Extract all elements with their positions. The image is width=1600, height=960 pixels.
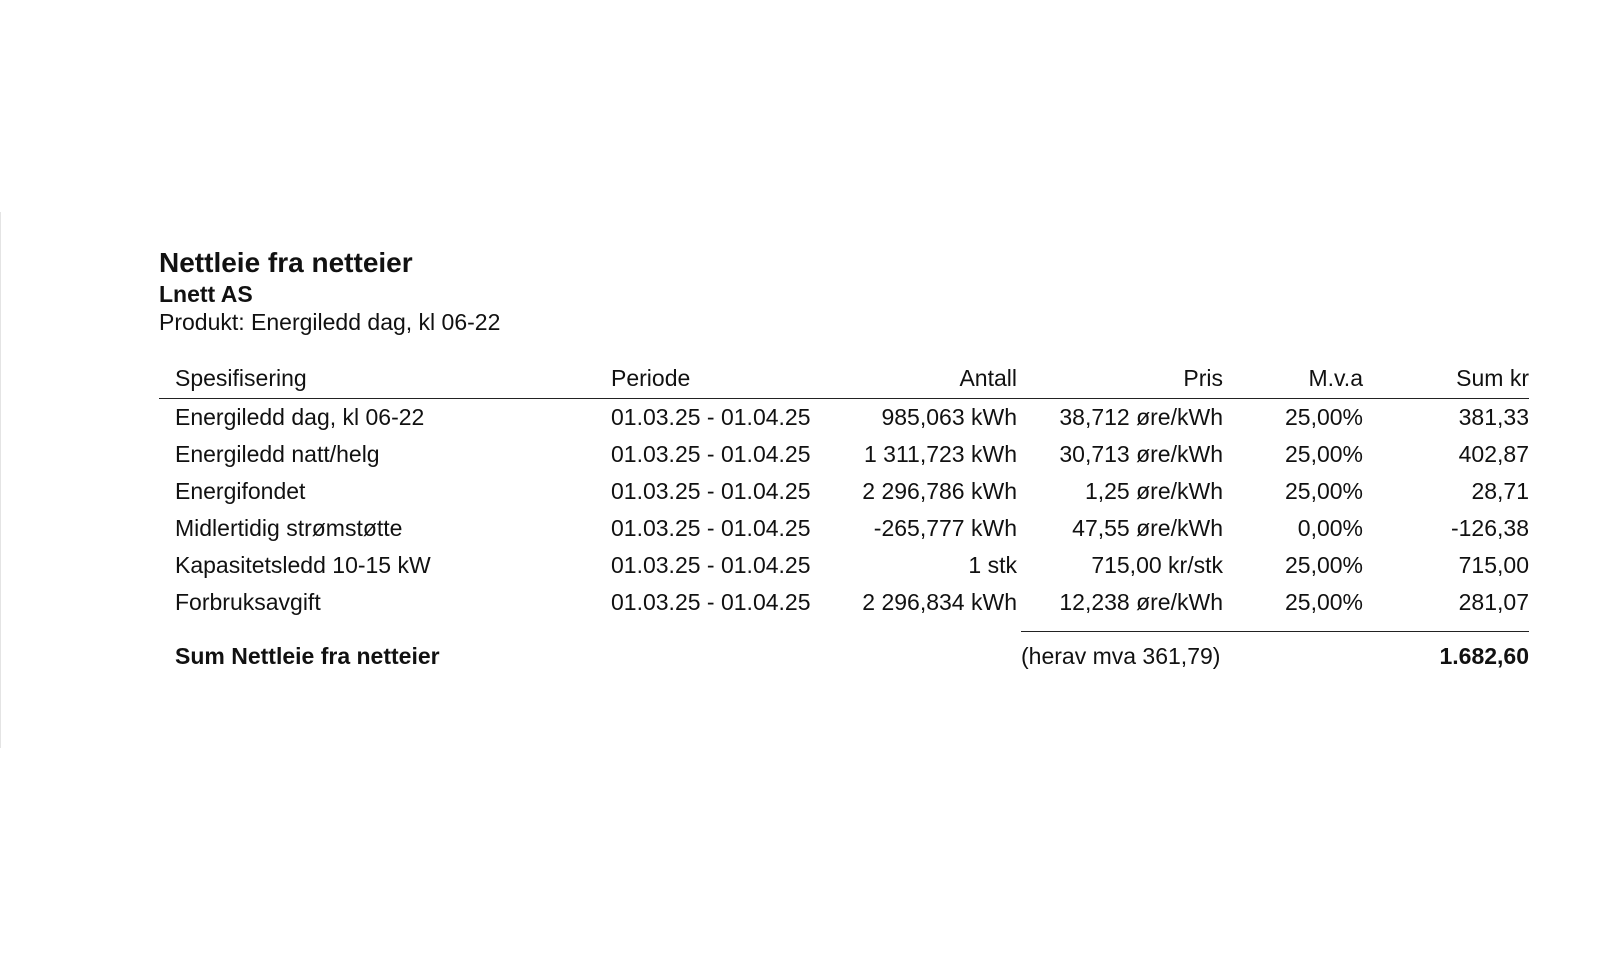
row-spec: Kapasitetsledd 10-15 kW: [175, 552, 431, 578]
vat-note: (herav mva 361,79): [1021, 643, 1221, 669]
table-row: [159, 473, 1529, 510]
row-vat: 25,00%: [1284, 552, 1363, 578]
header-price: Pris: [1183, 365, 1223, 391]
header-sum: Sum kr: [1456, 365, 1529, 391]
row-spec: Energifondet: [175, 478, 306, 504]
row-price: 715,00 kr/stk: [1091, 552, 1223, 578]
row-sum: 381,33: [1458, 404, 1529, 430]
row-quantity: 985,063 kWh: [881, 404, 1017, 430]
row-quantity: 1 stk: [968, 552, 1017, 578]
row-vat: 25,00%: [1284, 589, 1363, 615]
total-row: [159, 636, 1529, 676]
row-period: 01.03.25 - 01.04.25: [611, 552, 811, 578]
row-vat: 25,00%: [1284, 478, 1363, 504]
row-spec: Forbruksavgift: [175, 589, 321, 615]
table-row: [159, 584, 1529, 621]
invoice-section: [159, 246, 1529, 669]
row-price: 30,713 øre/kWh: [1059, 441, 1223, 467]
row-price: 1,25 øre/kWh: [1084, 478, 1223, 504]
page-edge-line: [0, 212, 1, 748]
row-sum: 715,00: [1458, 552, 1529, 578]
row-price: 38,712 øre/kWh: [1059, 404, 1223, 430]
row-period: 01.03.25 - 01.04.25: [611, 478, 811, 504]
header-quantity: Antall: [959, 365, 1017, 391]
row-spec: Energiledd dag, kl 06-22: [175, 404, 425, 430]
table-row: [159, 436, 1529, 473]
row-sum: 28,71: [1471, 478, 1529, 504]
row-spec: Midlertidig strømstøtte: [175, 515, 403, 541]
row-vat: 25,00%: [1284, 441, 1363, 467]
row-period: 01.03.25 - 01.04.25: [611, 589, 811, 615]
table-row: [159, 399, 1529, 436]
row-price: 12,238 øre/kWh: [1059, 589, 1223, 615]
row-period: 01.03.25 - 01.04.25: [611, 515, 811, 541]
header-period: Periode: [611, 365, 691, 391]
total-divider: [1021, 631, 1529, 632]
row-sum: 281,07: [1458, 589, 1529, 615]
header-vat: M.v.a: [1308, 365, 1363, 391]
row-sum: -126,38: [1450, 515, 1529, 541]
row-spec: Energiledd natt/helg: [175, 441, 380, 467]
row-quantity: 1 311,723 kWh: [863, 441, 1017, 467]
table-row: [159, 510, 1529, 547]
row-price: 47,55 øre/kWh: [1072, 515, 1223, 541]
row-quantity: -265,777 kWh: [873, 515, 1017, 541]
row-period: 01.03.25 - 01.04.25: [611, 441, 811, 467]
row-vat: 25,00%: [1284, 404, 1363, 430]
table-header-row: [159, 360, 1529, 399]
specification-table: [159, 360, 1529, 669]
company-name: Lnett AS: [159, 281, 253, 307]
section-title: Nettleie fra netteier: [159, 247, 413, 278]
header-spec: Spesifisering: [175, 365, 307, 391]
total-amount: 1.682,60: [1439, 643, 1529, 669]
row-sum: 402,87: [1458, 441, 1529, 467]
row-quantity: 2 296,786 kWh: [862, 478, 1017, 504]
table-row: [159, 547, 1529, 584]
row-vat: 0,00%: [1297, 515, 1363, 541]
row-period: 01.03.25 - 01.04.25: [611, 404, 811, 430]
table-body: [159, 399, 1529, 621]
row-quantity: 2 296,834 kWh: [862, 589, 1017, 615]
total-label: Sum Nettleie fra netteier: [175, 643, 440, 669]
product-line: Produkt: Energiledd dag, kl 06-22: [159, 309, 501, 335]
